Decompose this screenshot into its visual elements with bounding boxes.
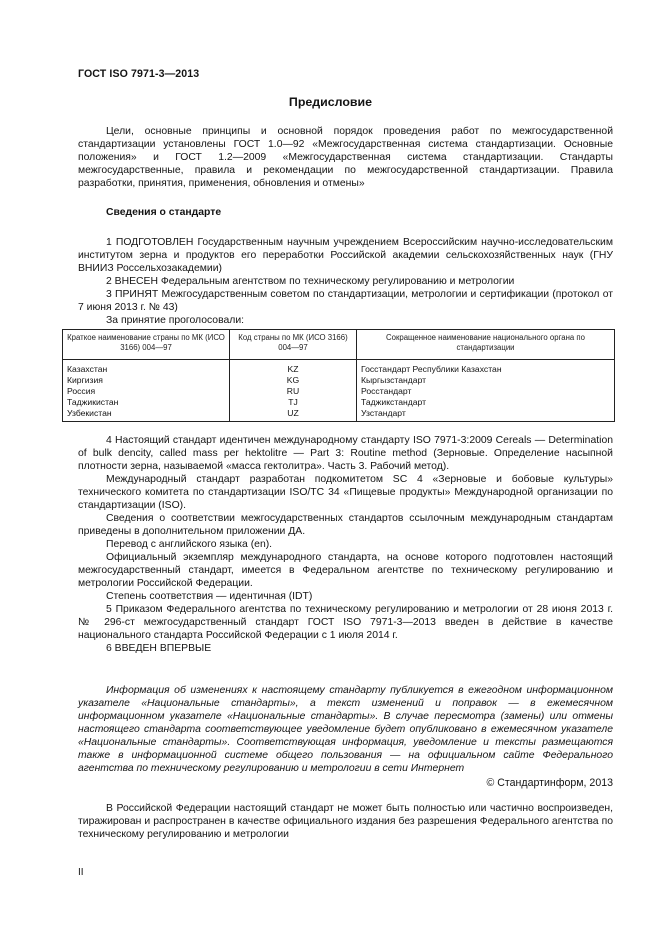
intro-block — [78, 125, 613, 190]
country-cell: Киргизия — [63, 375, 230, 386]
reproduction-block — [78, 802, 613, 841]
item-4-identical: 4 Настоящий стандарт идентичен международному стандарту ISO 7971-3:2009 Cereals — Determination of bulk dencity, called mass per hektolitre — Part 3: Routine method (Зерновые. Определение насыпной плотности зерна, называемой «масса гектолитра». Часть 3. Рабочий метод). — [78, 435, 613, 472]
header-code: Код страны по МК (ИСО 3166) 004—97 — [230, 330, 357, 360]
table-row — [63, 386, 615, 397]
header-country: Краткое наименование страны по МК (ИСО 3166) 004—97 — [63, 330, 230, 360]
item-2-introduced: 2 ВНЕСЕН Федеральным агентством по техническому регулированию и метрологии — [106, 276, 515, 287]
item-4-translation: Перевод с английского языка (en). — [106, 539, 273, 550]
code-cell: UZ — [230, 408, 357, 422]
table-row — [63, 375, 615, 386]
code-cell: RU — [230, 386, 357, 397]
intro-paragraph: Цели, основные принципы и основной порядок проведения работ по межгосударственной стандартизации установлены ГОСТ 1.0—92 «Межгосударственная система стандартизации. Основные положения» и ГОСТ 1.2—2009 «Межгосударственная система стандартизации. Стандарты межгосударственные, правила и рекомендации по межгосударственной стандартизации. Правила разработки, принятия, применения, обновления и отмены» — [78, 126, 613, 189]
item-4-official-copy: Официальный экземпляр международного стандарта, на основе которого подготовлен настоящий межгосударственный стандарт, имеется в Федеральном агентстве по техническому регулированию и метрологии Российской Федерации. — [78, 552, 613, 589]
vote-table-header-row — [63, 330, 615, 360]
vote-intro: За принятие проголосовали: — [106, 315, 245, 326]
table-row — [63, 408, 615, 422]
changes-notice: Информация об изменениях к настоящему стандарту публикуется в ежегодном информационном указателе «Национальные стандарты», а текст изменений и поправок — в ежемесячном информационном указателе «Национальные стандарты». В случае пересмотра (замены) или отмены настоящего стандарта соответствующее уведомление будет опубликовано в ежемесячном указателе «Национальные стандарты». Соответствующая информация, уведомление и тексты размещаются также в информационной системе общего пользования — на официальном сайте Федерального агентства по техническому регулированию и метрологии в сети Интернет — [78, 685, 613, 774]
country-cell: Россия — [63, 386, 230, 397]
changes-notice-block — [78, 684, 613, 775]
item-4-developed-by: Международный стандарт разработан подкомитетом SC 4 «Зерновые и бобовые культуры» технического комитета по стандартизации ISO/TC 34 «Пищевые продукты» Международной организации по стандартизации (ISO). — [78, 474, 613, 511]
country-cell: Таджикистан — [63, 397, 230, 408]
country-cell: Казахстан — [63, 360, 230, 376]
items-top-block — [78, 236, 613, 327]
body-cell: Росстандарт — [357, 386, 615, 397]
reproduction-notice: В Российской Федерации настоящий стандарт не может быть полностью или частично воспроизведен, тиражирован и распространен в качестве официального издания без разрешения Федерального агентства по техническому регулированию и метрологии — [78, 803, 613, 840]
standard-info-heading-block — [78, 206, 613, 219]
item-4-conformity: Степень соответствия — идентичная (IDT) — [106, 591, 313, 602]
standard-info-heading: Сведения о стандарте — [106, 207, 222, 218]
copyright: © Стандартинформ, 2013 — [486, 777, 613, 789]
document-code: ГОСТ ISO 7971-3—2013 — [78, 68, 200, 80]
body-cell: Госстандарт Республики Казахстан — [357, 360, 615, 376]
items-bottom-block — [78, 434, 613, 655]
code-cell: KG — [230, 375, 357, 386]
code-cell: TJ — [230, 397, 357, 408]
vote-table — [62, 329, 615, 422]
body-cell: Узстандарт — [357, 408, 615, 422]
header-body: Сокращенное наименование национального органа по стандартизации — [357, 330, 615, 360]
page-number: II — [78, 867, 84, 878]
table-row — [63, 397, 615, 408]
table-row — [63, 360, 615, 376]
item-1-prepared: 1 ПОДГОТОВЛЕН Государственным научным учреждением Всероссийским научно-исследовательским институтом зерна и продуктов его переработки Российской академии сельскохозяйственных наук (ГНУ ВНИИЗ Россельхозакадемии) — [78, 237, 613, 274]
body-cell: Таджикстандарт — [357, 397, 615, 408]
item-5-order: 5 Приказом Федерального агентства по техническому регулированию и метрологии от 28 июня 2013 г. № 296-ст межгосударственный стандарт ГОСТ ISO 7971-3—2013 введен в действие в качестве национального стандарта Российской Федерации с 1 июля 2014 г. — [78, 604, 613, 641]
item-6-first-introduced: 6 ВВЕДЕН ВПЕРВЫЕ — [106, 643, 212, 654]
page-title: Предисловие — [288, 95, 373, 109]
item-3-adopted: 3 ПРИНЯТ Межгосударственным советом по стандартизации, метрологии и сертификации (протокол от 7 июня 2013 г. № 43) — [78, 289, 613, 313]
code-cell: KZ — [230, 360, 357, 376]
country-cell: Узбекистан — [63, 408, 230, 422]
body-cell: Кыргызстандарт — [357, 375, 615, 386]
item-4-references: Сведения о соответствии межгосударственных стандартов ссылочным международным стандартам приведены в дополнительном приложении ДА. — [78, 513, 613, 537]
